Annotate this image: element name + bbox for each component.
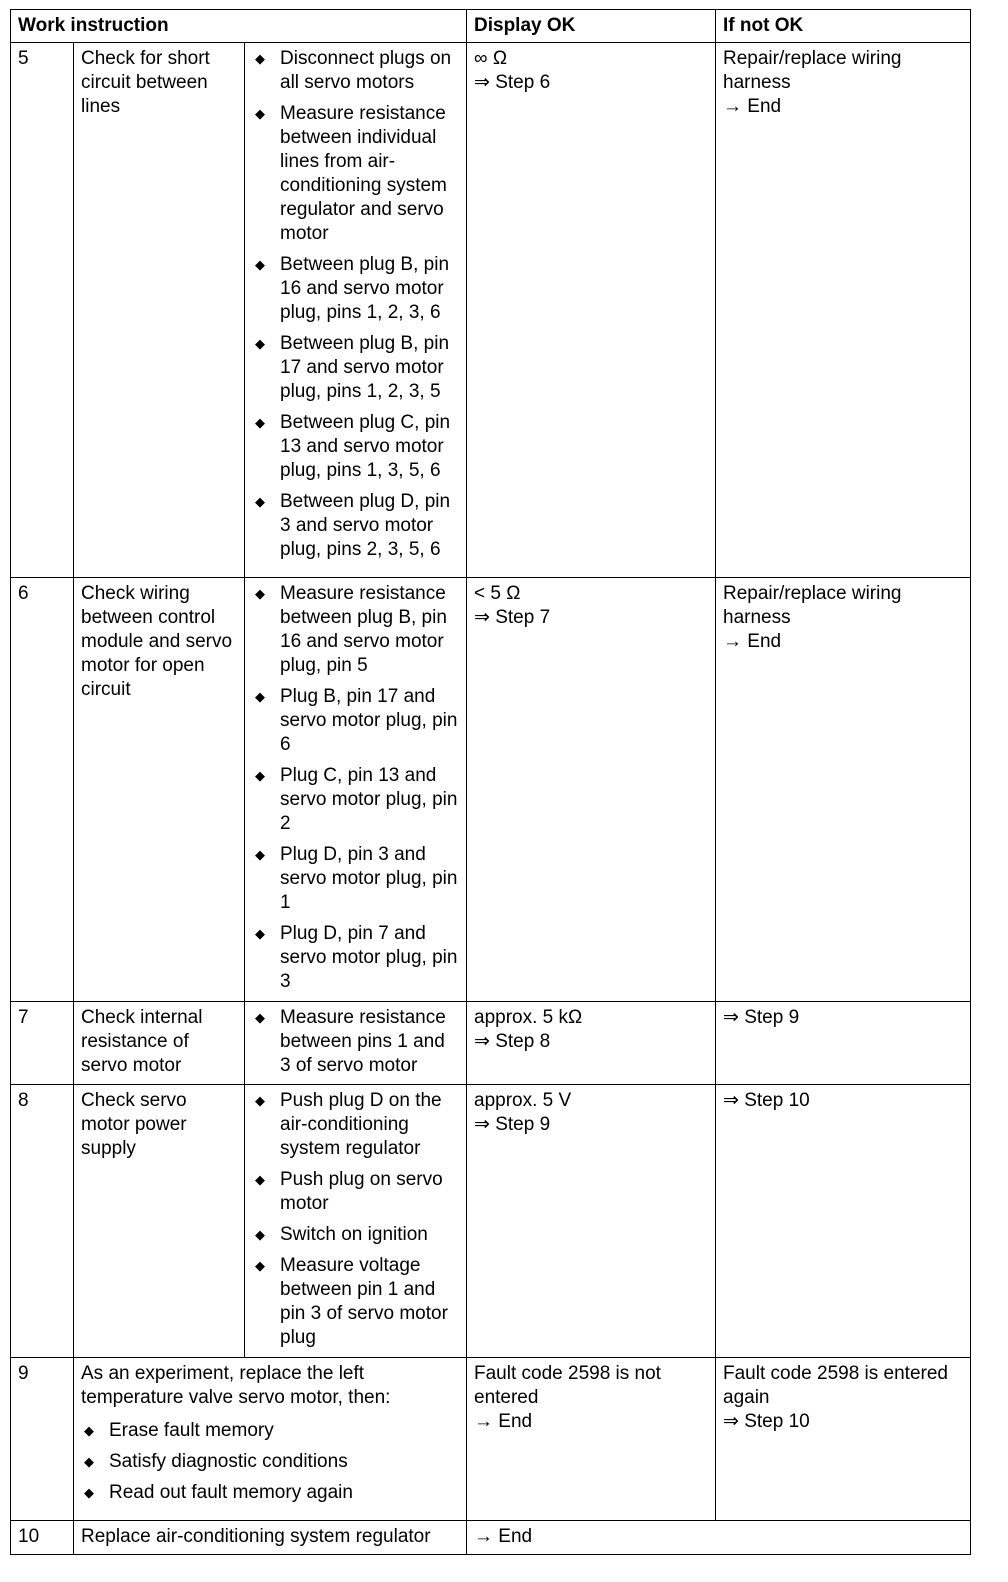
action-item [81, 1450, 459, 1474]
if-not-ok-value: ⇒ Step 10 [716, 1085, 971, 1358]
check-description: Check servo motor power supply [74, 1085, 245, 1358]
action-item [252, 47, 459, 95]
table-row [11, 43, 971, 578]
action-list-cell [245, 1085, 467, 1358]
action-item-text: Satisfy diagnostic conditions [109, 1451, 348, 1472]
action-item-text: Erase fault memory [109, 1420, 274, 1441]
action-item-text: Plug D, pin 3 and servo motor plug, pin 1 [280, 844, 458, 913]
action-item [252, 1223, 459, 1247]
bullet-diamond-icon: ◆ [255, 1010, 265, 1025]
bullet-diamond-icon: ◆ [255, 926, 265, 941]
bullet-diamond-icon: ◆ [255, 51, 265, 66]
action-list-cell [245, 1002, 467, 1085]
row10-result: → End [467, 1521, 971, 1555]
step-number: 7 [11, 1002, 74, 1085]
action-item [81, 1419, 459, 1443]
if-not-ok-value: Repair/replace wiring harness → End [716, 578, 971, 1002]
display-ok-value: Fault code 2598 is not entered → End [467, 1358, 716, 1521]
if-not-ok-value: Fault code 2598 is entered again ⇒ Step 10 [716, 1358, 971, 1521]
action-item-text: Between plug B, pin 16 and servo motor plug, pins 1, 2, 3, 6 [280, 254, 450, 323]
action-item [252, 1168, 459, 1216]
check-description: Check wiring between control module and servo motor for open circuit [74, 578, 245, 1002]
if-not-ok-value: Repair/replace wiring harness → End [716, 43, 971, 578]
bullet-diamond-icon: ◆ [84, 1423, 94, 1438]
step-number: 8 [11, 1085, 74, 1358]
row9-instruction-cell [74, 1358, 467, 1521]
action-list-cell [245, 43, 467, 578]
bullet-diamond-icon: ◆ [84, 1454, 94, 1469]
check-description: Check internal resistance of servo motor [74, 1002, 245, 1085]
table-row [11, 1521, 971, 1555]
bullet-diamond-icon: ◆ [255, 415, 265, 430]
step-number: 10 [11, 1521, 74, 1555]
bullet-diamond-icon: ◆ [255, 1172, 265, 1187]
action-item [252, 764, 459, 836]
display-ok-value: approx. 5 kΩ ⇒ Step 8 [467, 1002, 716, 1085]
header-if-not-ok: If not OK [716, 10, 971, 43]
display-ok-value: < 5 Ω ⇒ Step 7 [467, 578, 716, 1002]
action-item [252, 411, 459, 483]
action-list [252, 47, 459, 562]
bullet-diamond-icon: ◆ [255, 768, 265, 783]
action-item [252, 102, 459, 246]
step-number: 5 [11, 43, 74, 578]
action-list [252, 1089, 459, 1350]
header-display-ok: Display OK [467, 10, 716, 43]
table-header-row [11, 10, 971, 43]
action-item-text: Between plug C, pin 13 and servo motor plug, pins 1, 3, 5, 6 [280, 412, 451, 481]
action-list [81, 1419, 459, 1505]
action-item-text: Switch on ignition [280, 1224, 428, 1245]
display-ok-value: approx. 5 V ⇒ Step 9 [467, 1085, 716, 1358]
action-item [252, 253, 459, 325]
bullet-diamond-icon: ◆ [255, 689, 265, 704]
row10-instruction: Replace air-conditioning system regulator [74, 1521, 467, 1555]
step-number: 6 [11, 578, 74, 1002]
bullet-diamond-icon: ◆ [255, 847, 265, 862]
action-item [252, 1254, 459, 1350]
action-item [252, 685, 459, 757]
action-item [252, 843, 459, 915]
step-number: 9 [11, 1358, 74, 1521]
action-item-text: Measure resistance between plug B, pin 16 and servo motor plug, pin 5 [280, 583, 447, 676]
action-item-text: Read out fault memory again [109, 1482, 353, 1503]
action-item-text: Measure resistance between pins 1 and 3 of servo motor [280, 1007, 446, 1076]
action-item-text: Between plug D, pin 3 and servo motor plug, pins 2, 3, 5, 6 [280, 491, 451, 560]
display-ok-value: ∞ Ω ⇒ Step 6 [467, 43, 716, 578]
work-instruction-table [10, 9, 971, 1555]
bullet-diamond-icon: ◆ [84, 1485, 94, 1500]
action-item-text: Measure voltage between pin 1 and pin 3 of servo motor plug [280, 1255, 448, 1348]
action-item [252, 582, 459, 678]
action-item [81, 1481, 459, 1505]
action-item-text: Plug D, pin 7 and servo motor plug, pin 3 [280, 923, 458, 992]
bullet-diamond-icon: ◆ [255, 586, 265, 601]
bullet-diamond-icon: ◆ [255, 1093, 265, 1108]
bullet-diamond-icon: ◆ [255, 1258, 265, 1273]
action-item-text: Push plug on servo motor [280, 1169, 443, 1214]
action-list [252, 1006, 459, 1078]
bullet-diamond-icon: ◆ [255, 257, 265, 272]
action-item-text: Disconnect plugs on all servo motors [280, 48, 452, 93]
action-item-text: Plug B, pin 17 and servo motor plug, pin 6 [280, 686, 458, 755]
action-item-text: Measure resistance between individual lines from air-conditioning system regulator and servo motor [280, 103, 447, 244]
action-item-text: Plug C, pin 13 and servo motor plug, pin 2 [280, 765, 458, 834]
bullet-diamond-icon: ◆ [255, 336, 265, 351]
action-item [252, 332, 459, 404]
header-work-instruction: Work instruction [11, 10, 467, 43]
action-item [252, 490, 459, 562]
bullet-diamond-icon: ◆ [255, 1227, 265, 1242]
table-row [11, 1002, 971, 1085]
row9-intro: As an experiment, replace the left temperature valve servo motor, then: [81, 1363, 391, 1408]
action-item [252, 922, 459, 994]
table-row [11, 1085, 971, 1358]
action-item [252, 1089, 459, 1161]
action-item-text: Between plug B, pin 17 and servo motor plug, pins 1, 2, 3, 5 [280, 333, 450, 402]
bullet-diamond-icon: ◆ [255, 106, 265, 121]
table-row [11, 578, 971, 1002]
if-not-ok-value: ⇒ Step 9 [716, 1002, 971, 1085]
action-list-cell [245, 578, 467, 1002]
check-description: Check for short circuit between lines [74, 43, 245, 578]
table-row [11, 1358, 971, 1521]
action-item-text: Push plug D on the air-conditioning system regulator [280, 1090, 442, 1159]
action-list [252, 582, 459, 994]
bullet-diamond-icon: ◆ [255, 494, 265, 509]
action-item [252, 1006, 459, 1078]
